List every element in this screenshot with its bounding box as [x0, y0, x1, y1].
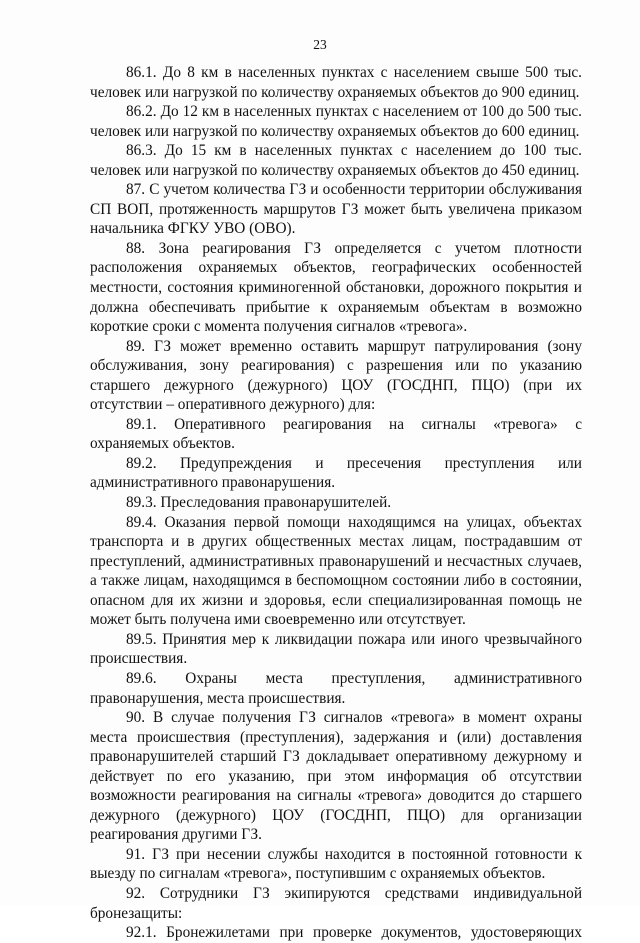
- page-number: 23: [313, 37, 327, 52]
- paragraph-87: 87. С учетом количества ГЗ и особенности территории обслуживания СП ВОП, протяженность маршрутов ГЗ может быть увеличена приказом начальника ФГКУ УВО (ОВО).: [90, 181, 582, 238]
- paragraph-88: 88. Зона реагирования ГЗ определяется с учетом плотности расположения охраняемых объектов, географических особенностей местности, состояния криминогенной обстановки, дорожного покрытия и должна обеспечивать прибытие к охраняемым объектам в возможно короткие сроки с момента получения сигналов «тревога».: [90, 239, 582, 336]
- paragraph-89-6: 89.6. Охраны места преступления, административного правонарушения, места происшествия.: [90, 669, 582, 707]
- paragraph-89-4: 89.4. Оказания первой помощи находящимся на улицах, объектах транспорта и в других общественных местах лицам, пострадавшим от преступлений, административных правонарушений и несчастных случаев, а также лицам, находящимся в беспомощном состоянии либо в состоянии, опасном для их жизни и здоровья, если специализированная помощь не может быть получена ими своевременно или отсутствует.: [90, 513, 582, 629]
- paragraph-89-3: 89.3. Преследования правонарушителей.: [126, 494, 392, 512]
- paragraph-91: 91. ГЗ при несении службы находится в постоянной готовности к выезду по сигналам «тревога», поступившим с охраняемых объектов.: [90, 845, 582, 883]
- paragraph-90: 90. В случае получения ГЗ сигналов «тревога» в момент охраны места происшествия (преступления), задержания и (или) доставления правонарушителей старший ГЗ докладывает оперативному дежурному и действует по его указанию, при этом информация об отсутствии возможности реагирования на сигналы «тревога» доводится до старшего дежурного (дежурного) ЦОУ (ГОСДНП, ПЦО) для организации реагирования другими ГЗ.: [90, 709, 582, 844]
- paragraph-86-3: 86.3. До 15 км в населенных пунктах с населением до 100 тыс. человек или нагрузкой по количеству охраняемых объектов до 450 единиц.: [90, 142, 582, 179]
- paragraph-86-1: 86.1. До 8 км в населенных пунктах с населением свыше 500 тыс. человек или нагрузкой по количеству охраняемых объектов до 900 единиц.: [90, 64, 582, 101]
- paragraph-86-2: 86.2. До 12 км в населенных пунктах с населением от 100 до 500 тыс. человек или нагрузкой по количеству охраняемых объектов до 600 единиц.: [90, 103, 582, 140]
- paragraph-89-2: 89.2. Предупреждения и пресечения преступления или административного правонарушения.: [90, 454, 582, 492]
- paragraph-92: 92. Сотрудники ГЗ экипируются средствами индивидуальной бронезащиты:: [90, 884, 582, 922]
- paragraph-89-1: 89.1. Оперативного реагирования на сигналы «тревога» с охраняемых объектов.: [90, 415, 582, 453]
- paragraph-89-5: 89.5. Принятия мер к ликвидации пожара или иного чрезвычайного происшествия.: [90, 630, 582, 668]
- document-body: [90, 63, 582, 943]
- paragraph-92-1: 92.1. Бронежилетами при проверке документов, удостоверяющих: [126, 924, 582, 942]
- paragraph-89: 89. ГЗ может временно оставить маршрут патрулирования (зону обслуживания, зону реагирования) с разрешения или по указанию старшего дежурного (дежурного) ЦОУ (ГОСДНП, ПЦО) (при их отсутствии – оперативного дежурного) для:: [90, 337, 582, 414]
